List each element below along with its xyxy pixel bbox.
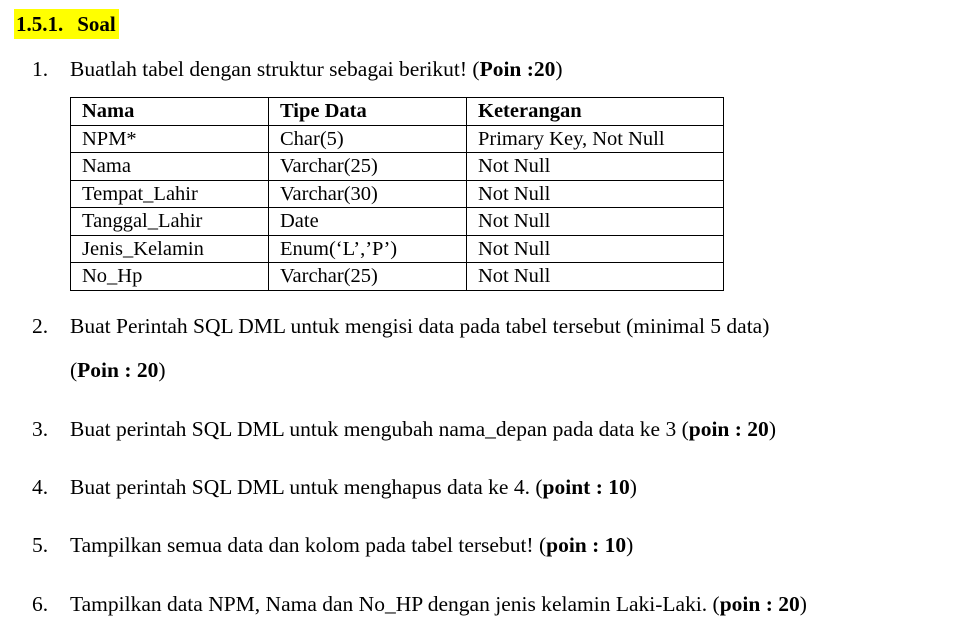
table-cell: Date — [269, 208, 467, 236]
question-3 — [32, 416, 776, 442]
question-close: ) — [799, 592, 807, 616]
table-row — [71, 208, 724, 236]
question-2 — [32, 313, 769, 339]
table-cell: Char(5) — [269, 125, 467, 153]
structure-table — [70, 97, 724, 291]
question-marker: 5. — [32, 533, 49, 557]
question-marker: 3. — [32, 417, 49, 441]
question-marker: 1. — [32, 57, 49, 81]
question-close: ) — [768, 417, 776, 441]
section-heading — [14, 9, 119, 39]
table-cell: Not Null — [467, 153, 724, 181]
question-marker: 2. — [32, 314, 49, 338]
table-header-cell: Keterangan — [467, 98, 724, 126]
question-close: ) — [555, 57, 563, 81]
table-cell: Primary Key, Not Null — [467, 125, 724, 153]
section-title: Soal — [77, 12, 116, 36]
question-text: Buat Perintah SQL DML untuk mengisi data pada tabel tersebut (minimal 5 data) — [70, 314, 770, 338]
question-points: poin : 10 — [546, 533, 627, 557]
table-row — [71, 153, 724, 181]
table-cell: Tanggal_Lahir — [71, 208, 269, 236]
table-cell: NPM* — [71, 125, 269, 153]
question-text: Buatlah tabel dengan struktur sebagai berikut! ( — [70, 57, 480, 81]
question-6 — [32, 591, 807, 617]
question-close: ) — [158, 358, 166, 382]
question-text: Buat perintah SQL DML untuk mengubah nama_depan pada data ke 3 ( — [70, 417, 689, 441]
table-header-row — [71, 98, 724, 126]
table-row — [71, 125, 724, 153]
question-close: ) — [629, 475, 637, 499]
question-points: poin : 20 — [719, 592, 800, 616]
table-cell: Nama — [71, 153, 269, 181]
question-4 — [32, 474, 637, 500]
table-cell: Not Null — [467, 235, 724, 263]
question-points: point : 10 — [542, 475, 630, 499]
table-cell: Jenis_Kelamin — [71, 235, 269, 263]
question-points: Poin :20 — [479, 57, 556, 81]
question-close: ) — [626, 533, 634, 557]
question-2-continuation — [70, 357, 166, 383]
table-cell: Varchar(25) — [269, 263, 467, 291]
table-row — [71, 263, 724, 291]
table-cell: Not Null — [467, 180, 724, 208]
table-row — [71, 180, 724, 208]
question-marker: 6. — [32, 592, 49, 616]
question-text: Tampilkan semua data dan kolom pada tabel tersebut! ( — [70, 533, 547, 557]
question-points: poin : 20 — [688, 417, 769, 441]
table-cell: Not Null — [467, 263, 724, 291]
question-points: Poin : 20 — [77, 358, 159, 382]
question-text: Buat perintah SQL DML untuk menghapus data ke 4. ( — [70, 475, 543, 499]
table-header-cell: Tipe Data — [269, 98, 467, 126]
table-cell: Tempat_Lahir — [71, 180, 269, 208]
table-cell: Enum(‘L’,’P’) — [269, 235, 467, 263]
question-5 — [32, 532, 633, 558]
question-marker: 4. — [32, 475, 49, 499]
table-cell: Not Null — [467, 208, 724, 236]
table-cell: No_Hp — [71, 263, 269, 291]
question-text: Tampilkan data NPM, Nama dan No_HP dengan jenis kelamin Laki-Laki. ( — [70, 592, 720, 616]
table-row — [71, 235, 724, 263]
table-cell: Varchar(25) — [269, 153, 467, 181]
question-1 — [32, 56, 563, 82]
question-open: ( — [70, 358, 78, 382]
table-cell: Varchar(30) — [269, 180, 467, 208]
section-number: 1.5.1. — [16, 12, 64, 36]
table-header-cell: Nama — [71, 98, 269, 126]
